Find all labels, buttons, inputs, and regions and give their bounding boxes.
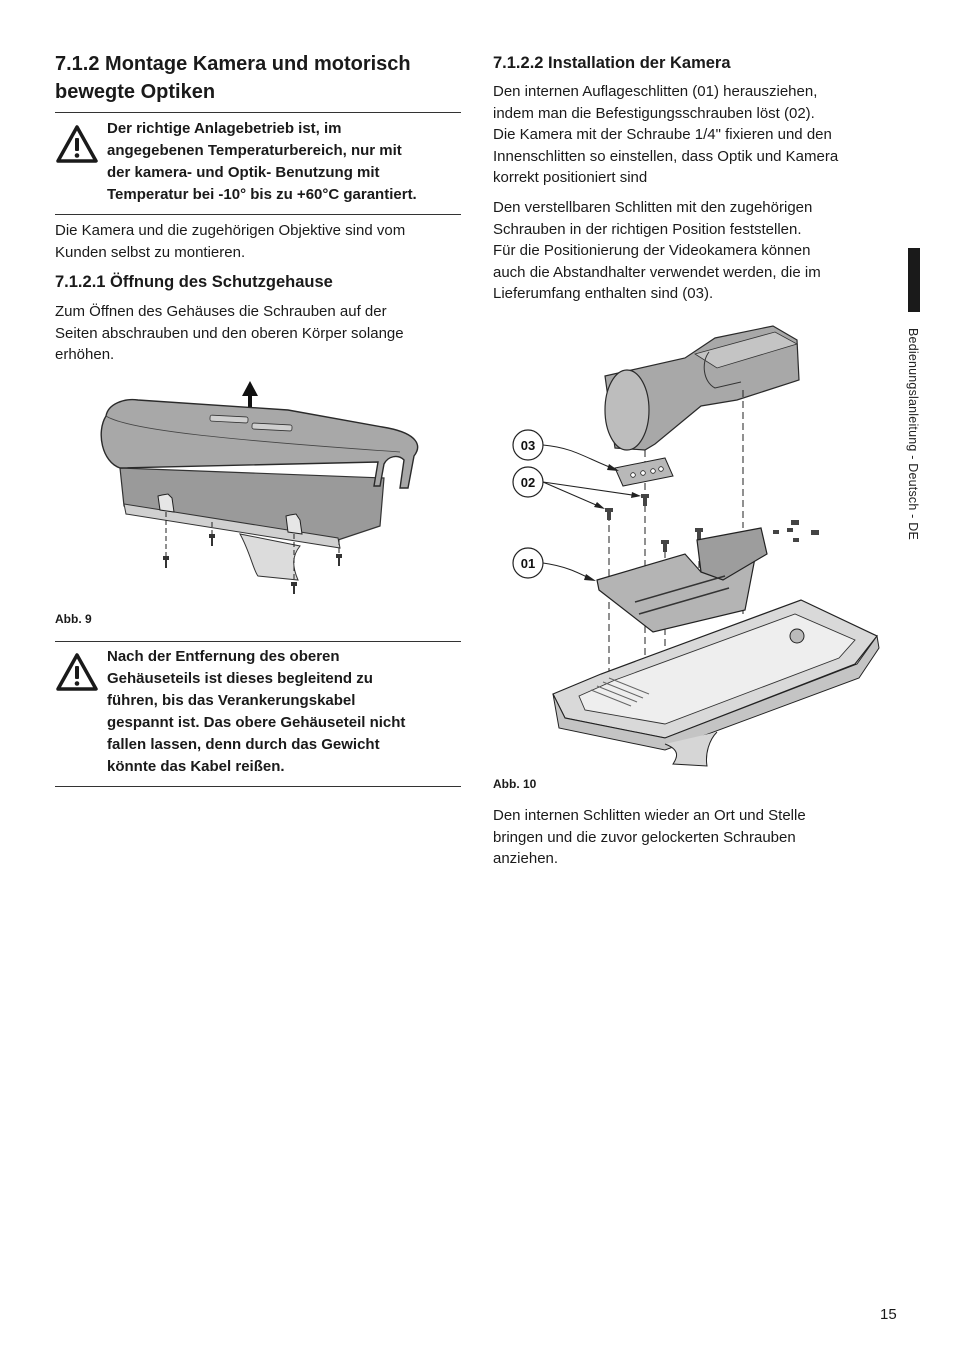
warning-icon <box>55 652 99 692</box>
chapter-tab-marker <box>908 248 920 312</box>
subsection-heading: 7.1.2.1 Öffnung des Schutzgehause <box>55 273 333 291</box>
warning-text: Nach der Entfernung des oberen Gehäuseteils ist dieses begleitend zu führen, bis das Verankerungskabel gespannt ist. Das obere Gehäuseteil nicht fallen lassen, denn durch das Gewicht könnte das Kabel reißen. <box>107 648 406 775</box>
svg-text:01: 01 <box>520 556 536 571</box>
section-heading: 7.1.2 Montage Kamera und motorisch bewegte Optiken <box>55 53 411 103</box>
svg-text:02: 02 <box>520 475 536 490</box>
camera-assembly-figure <box>505 318 885 770</box>
figure-caption: Abb. 10 <box>493 777 537 791</box>
divider <box>55 112 461 113</box>
sidebar-language-label: Bedienungslanleitung - Deutsch - DE <box>906 328 920 540</box>
positioning-paragraph: Den verstellbaren Schlitten mit den zugehörigen Schrauben in der richtigen Position feststellen. Für die Positionierung der Videokamera können auch die Abstandhalter verwendet werden, die im Lieferumfang enthalten sind (03). <box>493 199 821 302</box>
subsection-heading: 7.1.2.2 Installation der Kamera <box>493 54 731 72</box>
page-number: 15 <box>880 1306 897 1323</box>
installation-paragraph: Den internen Auflageschlitten (01) herausziehen, indem man die Befestigungsschrauben löst (02). Die Kamera mit der Schraube 1/4" fixieren und den Innenschlitten so einstellen, dass Optik und Kamera korrekt positioniert sind <box>493 83 839 186</box>
housing-figure <box>88 376 428 601</box>
callout-01 <box>513 548 596 581</box>
intro-paragraph: Die Kamera und die zugehörigen Objektive sind vom Kunden selbst zu montieren. <box>55 222 406 261</box>
reassembly-paragraph: Den internen Schlitten wieder an Ort und Stelle bringen und die zuvor gelockerten Schrauben anziehen. <box>493 807 806 867</box>
warning-text: Der richtige Anlagebetrieb ist, im angegebenen Temperaturbereich, nur mit der kamera- und Optik- Benutzung mit Temperatur bei -10° bis zu +60°C garantiert. <box>107 120 417 203</box>
svg-text:03: 03 <box>520 438 536 453</box>
divider <box>55 786 461 787</box>
opening-paragraph: Zum Öffnen des Gehäuses die Schrauben auf der Seiten abschrauben und den oberen Körper solange erhöhen. <box>55 303 404 363</box>
callout-03 <box>513 430 619 471</box>
divider <box>55 214 461 215</box>
warning-icon <box>55 124 99 164</box>
figure-caption: Abb. 9 <box>55 612 92 626</box>
divider <box>55 641 461 642</box>
